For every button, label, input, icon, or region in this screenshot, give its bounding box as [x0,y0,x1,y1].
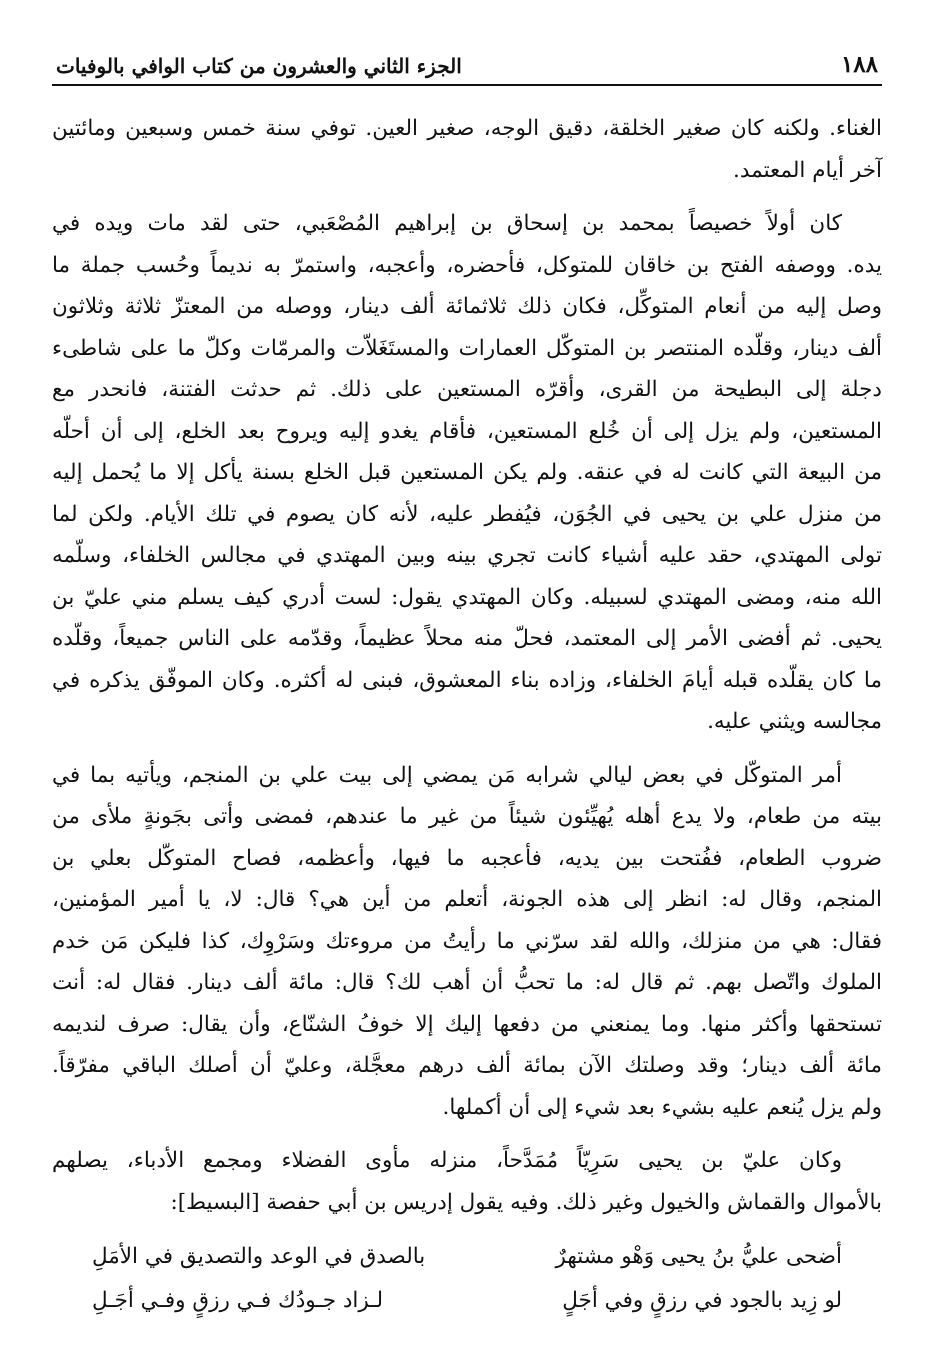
text-line: الله منه، ومضى المهتدي لسبيله. وكان المهتدي يقول: لست أدري كيف يسلم مني عليّ بن [52,584,882,610]
text-line: تولى المهتدي، حقد عليه أشياء كانت تجري بينه وبين المهتدي في مجالس الخلفاء، وسلّمه [52,543,882,568]
verse-second-hemistich: بالصدق في الوعد والتصديق في الأمَلِ [92,1244,426,1269]
text-line: تستحقها وأكثر منها. وما يمنعني من دفعها إليك إلا خوفُ الشنّاع، وأن يقال: صرف لنديمه [52,1011,882,1037]
running-title: الجزء الثاني والعشرون من كتاب الوافي بالوفيات [56,54,462,78]
body-text [52,108,882,1323]
text-line: ألف دينار، وقلّده المنتصر بن المتوكّل العمارات والمستَغَلاّت والمرمّات وكلّ ما على شاطىء [52,335,882,361]
text-line: آخر أيام المعتمد. [733,157,882,183]
paragraph [52,1140,882,1223]
text-line: أمر المتوكّل في بعض ليالي شرابه مَن يمضي إلى بيت علي بن المنجم، ويأتيه بما في [52,762,842,788]
verse-first-hemistich: أضحى عليُّ بنُ يحيى وَهْو مشتهرٌ [555,1244,842,1269]
text-line: المستعين، ولم يزل إلى أن خُلع المستعين، فأقام يغدو إليه ويروح بعد الخلع، إلى أن أحلّه [52,418,882,444]
verse-first-hemistich: لو زِيد بالجود في رزقٍ وفي أجَلٍ [562,1288,842,1313]
text-line: ولم يزل يُنعم عليه بشيء بعد شيء إلى أن أكملها. [442,1094,882,1120]
text-line: مجالسه ويثني عليه. [707,709,882,734]
text-line: بالأموال والقماش والخيول وغير ذلك. وفيه يقول إدريس بن أبي حفصة [البسيط]: [170,1189,882,1215]
verse-second-hemistich: لـزاد جـودُك فـي رزقٍ وفـي أجَـلِ [92,1288,384,1313]
text-line: المنجم، وقال له: انظر إلى هذه الجونة، أتعلم من أين هي؟ قال: لا، يا أمير المؤمنين، [52,887,882,912]
paragraph [52,108,882,191]
text-line: بيته من طعام، ولا يدع أهله يُهيِّئون شيئاً من غير ما عندهم، فمضى وأتى بجَونةٍ ملأى من [52,804,882,829]
text-line: دجلة إلى البطيحة من القرى، وأقرّه المستعين على ذلك. ثم حدثت الفتنة، فانحدر مع [52,377,882,402]
poem-verse [52,1279,882,1323]
book-page [52,40,882,1323]
text-line: ضروب الطعام، ففُتحت بين يديه، فأعجبه ما فيها، وأعظمه، فصاح المتوكّل بعلي بن [52,845,882,871]
text-line: ما كان يقلّده قبله أيامَ الخلفاء، وزاده بناء المعشوق، فبنى له أكثره. وكان الموفّق يذكره في [52,667,882,693]
poem-verse [52,1235,882,1279]
text-line: وصل إليه من أنعام المتوكِّل، فكان ذلك ثلاثمائة ألف دينار، ووصله من المعتزّ ثلاثة وثلاثون [52,294,882,319]
text-line: من البيعة التي كانت له في عنقه. ولم يكن المستعين قبل الخلع بسنة يأكل إلا ما يُحمل إليه [52,460,882,485]
text-line: وكان عليّ بن يحيى سَرِيّاً مُمَدَّحاً، منزله مأوى الفضلاء ومجمع الأدباء، يصلهم [52,1148,842,1173]
text-line: فقال: هي من منزلك، والله لقد سرّني ما رأيتُ من مروءتك وسَرْوِك، كذا فليكن مَن خدم [52,928,882,954]
paragraph [52,755,882,1129]
text-line: من منزل علي بن يحيى في الجُوَن، فيُفطر عليه، لأنه كان يصوم في تلك الأيام. ولكن لما [52,501,882,527]
poem [52,1235,882,1323]
text-line: الغناء. ولكنه كان صغير الخلقة، دقيق الوجه، صغير العين. توفي سنة خمس وسبعين ومائتين [52,116,882,141]
text-line: يده. ووصفه الفتح بن خاقان للمتوكل، فأحضره، وأعجبه، واستمرّ به نديماً وحُسب جملة ما [52,252,882,278]
page-number: ١٨٨ [840,51,878,78]
paragraph [52,203,882,743]
text-line: مائة ألف دينار؛ وقد وصلتك الآن بمائة ألف درهم معجَّلة، وعليّ أن أصلك الباقي مفرّقاً. [52,1053,882,1078]
text-line: الملوك واتّصل بهم. ثم قال له: ما تحبُّ أن أهب لك؟ قال: مائة ألف دينار. فقال له: أنت [52,970,882,995]
page-header [52,40,882,86]
text-line: كان أولاً خصيصاً بمحمد بن إسحاق بن إبراهيم المُصْعَبي، حتى لقد مات ويده في [52,211,842,236]
text-line: يحيى. ثم أفضى الأمر إلى المعتمد، فحلّ منه محلاً عظيماً، وقدّمه على الناس جميعاً، وقلّده [52,626,882,651]
